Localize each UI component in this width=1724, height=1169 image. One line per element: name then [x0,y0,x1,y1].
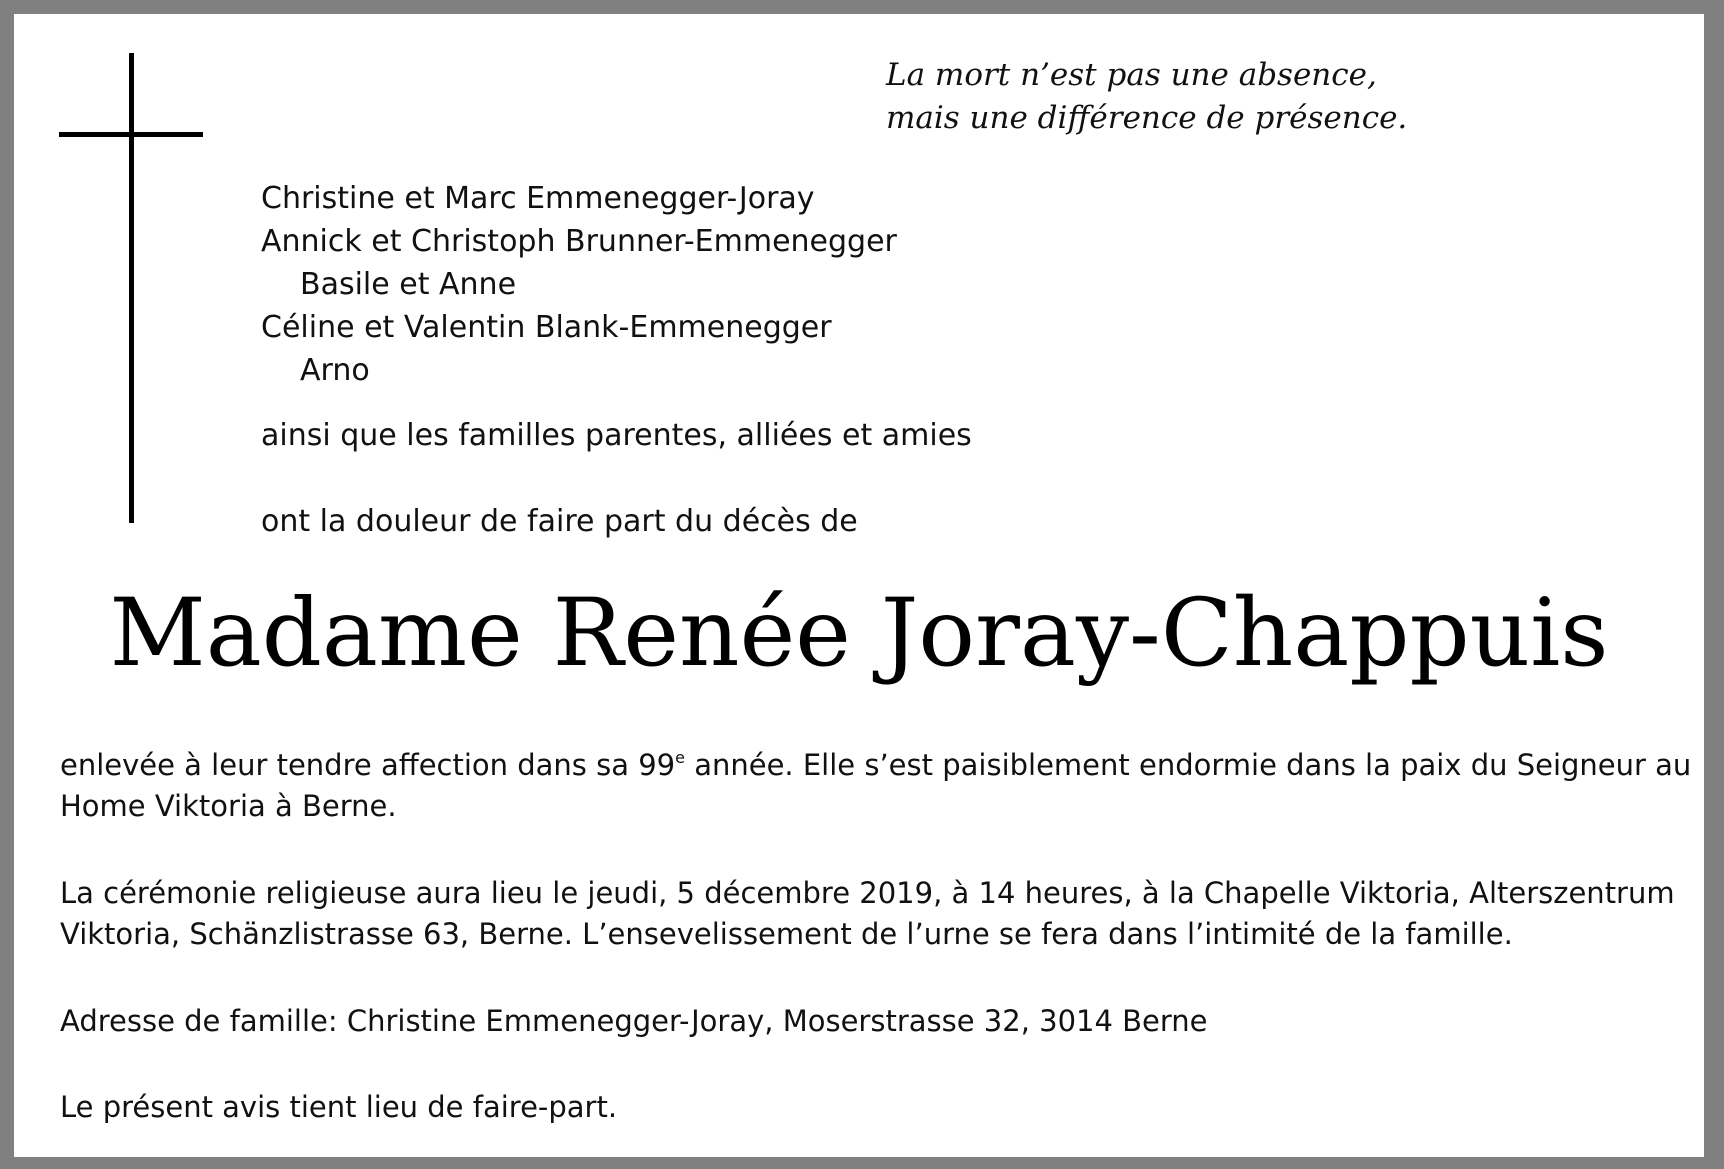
family-member-child: Basile et Anne [300,267,517,302]
ordinal-superscript: e [675,748,685,767]
obituary-notice [14,14,1704,1157]
family-member: Christine et Marc Emmenegger-Joray [261,181,815,216]
paragraph-line: Home Viktoria à Berne. [60,789,397,823]
paragraph-line [60,745,1692,786]
quote-line: La mort n’est pas une absence, [886,57,1377,93]
family-list [261,177,897,392]
paragraph-ceremony [60,873,1680,955]
paragraph-affection [60,745,1692,827]
quote-line: mais une différence de présence. [886,100,1408,136]
cross-icon [129,53,134,523]
cross-icon-bar [59,132,203,137]
text-run: enlevée à leur tendre affection dans sa 99 [60,748,676,782]
allies-line: ainsi que les familles parentes, alliées et amies [261,418,972,453]
paragraph-notice: Le présent avis tient lieu de faire-part. [60,1090,618,1124]
text-run: année. Elle s’est paisiblement endormie dans la paix du Seigneur au [684,748,1692,782]
paragraph-family-address: Adresse de famille: Christine Emmenegger-Joray, Moserstrasse 32, 3014 Berne [60,1004,1208,1038]
paragraph-line: Viktoria, Schänzlistrasse 63, Berne. L’ensevelissement de l’urne se fera dans l’intimité de la famille. [60,917,1513,951]
epigraph-quote [886,54,1407,140]
deceased-name: Madame Renée Joray-Chappuis [109,579,1609,688]
announcement-line: ont la douleur de faire part du décès de [261,504,858,539]
family-member: Annick et Christoph Brunner-Emmenegger [261,224,897,259]
family-member-child: Arno [300,353,370,388]
paragraph-line: La cérémonie religieuse aura lieu le jeudi, 5 décembre 2019, à 14 heures, à la Chapelle Viktoria, Alterszentrum [60,876,1675,910]
family-member: Céline et Valentin Blank-Emmenegger [261,310,832,345]
